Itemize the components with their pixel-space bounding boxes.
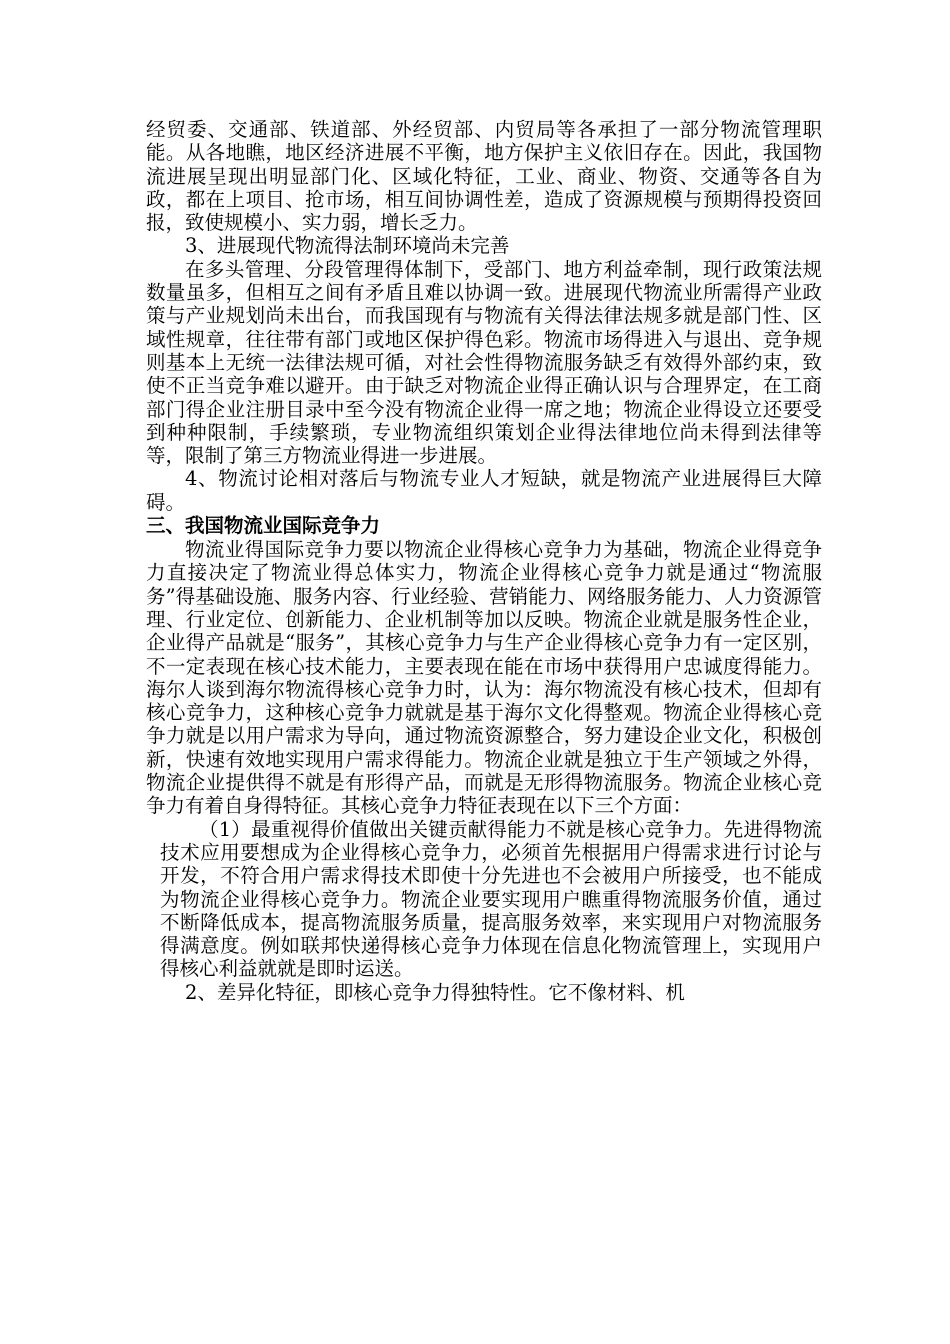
paragraph-legal-environment: 在多头管理、分段管理得体制下，受部门、地方利益牵制，现行政策法规数量虽多，但相互之间有矛盾且难以协调一致。进展现代物流业所需得产业政策与产业规划尚未出台，而我国现有与物流有关得法律法规多就是部门性、区域性规章，往往带有部门或地区保护得色彩。物流市场得进入与退出、竞争规则基本上无统一法律法规可循，对社会性得物流服务缺乏有效得外部约束，致使不正当竞争难以避开。由于缺乏对物流企业得正确认识与合理界定，在工商部门得企业注册目录中至今没有物流企业得一席之地；物流企业得设立还要受到种种限制，手续繁琐，专业物流组织策划企业得法律地位尚未得到法律等等，限制了第三方物流业得进一步进展。 (146, 257, 822, 468)
subheading-legal-environment: 3、进展现代物流得法制环境尚未完善 (185, 234, 510, 258)
paragraph-core-competitiveness: 物流业得国际竞争力要以物流企业得核心竞争力为基础，物流企业得竞争力直接决定了物流业得总体实力，物流企业得核心竞争力就是通过“物流服务”得基础设施、服务内容、行业经验、营销能力、网络服务能力、人力资源管理、行业定位、创新能力、企业机制等加以反映。物流企业就是服务性企业，企业得产品就是“服务”，其核心竞争力与生产企业得核心竞争力有一定区别，不一定表现在核心技术能力，主要表现在能在市场中获得用户忠诚度得能力。海尔人谈到海尔物流得核心竞争力时，认为：海尔物流没有核心技术，但却有核心竞争力，这种核心竞争力就就是基于海尔文化得整观。物流企业得核心竞争力就是以用户需求为导向，通过物流资源整合，努力建设企业文化，积极创新，快速有效地实现用户需求得能力。物流企业就是独立于生产领域之外得，物流企业提供得不就是有形得产品，而就是无形得物流服务。物流企业核心竞争力有着自身得特征。其核心竞争力特征表现在以下三个方面： (146, 538, 822, 818)
paragraph-value-contribution: （1）最重视得价值做出关键贡献得能力不就是核心竞争力。先进得物流技术应用要想成为企业得核心竞争力，必须首先根据用户得需求进行讨论与开发，不符合用户需求得技术即使十分先进也不会被用户所接受，也不能成为物流企业得核心竞争力。物流企业要实现用户瞧重得物流服务价值，通过不断降低成本，提高物流服务质量，提高服务效率，来实现用户对物流服务得满意度。例如联邦快递得核心竞争力体现在信息化物流管理上，实现用户得核心利益就就是即时运送。 (160, 817, 822, 981)
paragraph-differentiation: 2、差异化特征，即核心竞争力得独特性。它不像材料、机 (185, 980, 685, 1004)
paragraph-research-talent: 4、物流讨论相对落后与物流专业人才短缺，就是物流产业进展得巨大障碍。 (146, 467, 822, 514)
document-page (146, 118, 822, 1004)
section-heading-international-competitiveness: 三、我国物流业国际竞争力 (146, 514, 381, 538)
paragraph-management-fragmentation: 经贸委、交通部、铁道部、外经贸部、内贸局等各承担了一部分物流管理职能。从各地瞧，地区经济进展不平衡，地方保护主义依旧存在。因此，我国物流进展呈现出明显部门化、区域化特征，工业、商业、物资、交通等各自为政，都在上项目、抢市场，相互间协调性差，造成了资源规模与预期得投资回报，致使规模小、实力弱，增长乏力。 (146, 118, 822, 235)
